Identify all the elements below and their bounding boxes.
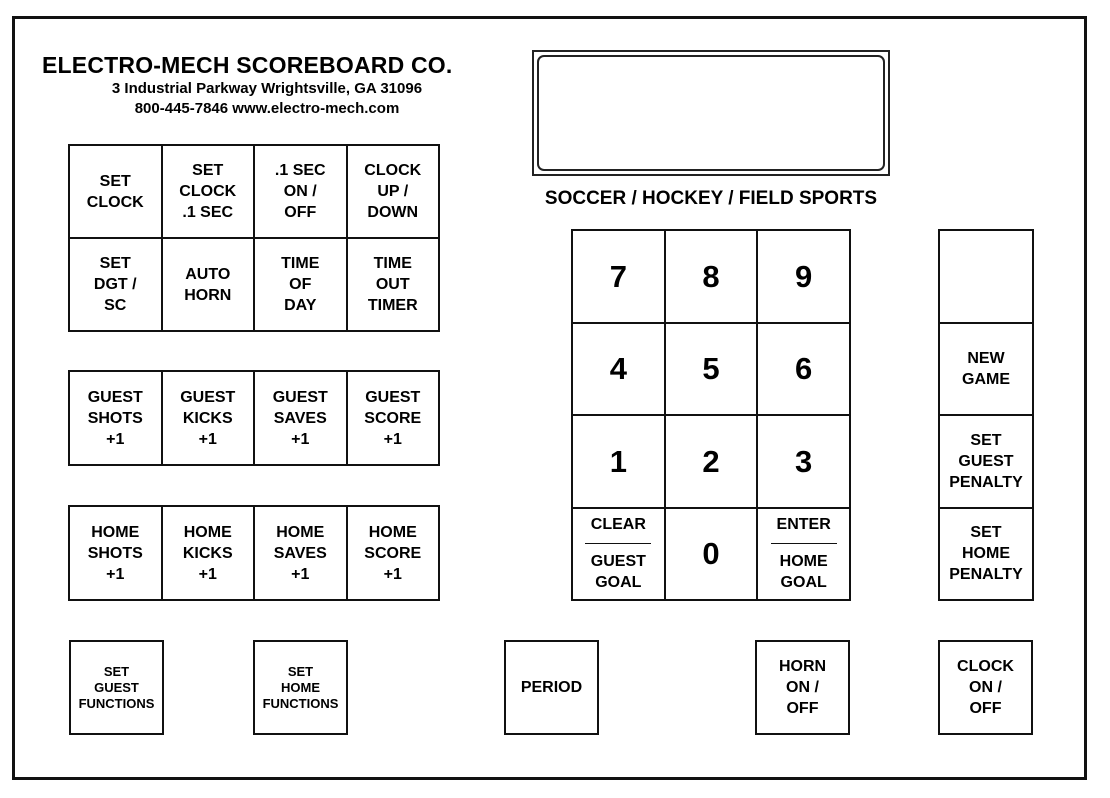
guest-keys-grid (68, 370, 440, 466)
guest-saves-button[interactable]: GUEST SAVES +1 (255, 372, 346, 464)
digit-0-button[interactable]: 0 (666, 509, 757, 600)
key-divider (585, 543, 651, 544)
digit-2-button[interactable]: 2 (666, 416, 757, 507)
clock-toggle-button[interactable]: CLOCK ON / OFF (938, 640, 1033, 735)
home-keys-grid (68, 505, 440, 601)
enter-home-goal-button[interactable] (758, 509, 849, 600)
digit-7-button[interactable]: 7 (573, 231, 664, 322)
company-name: ELECTRO-MECH SCOREBOARD CO. (42, 52, 453, 78)
guest-goal-label: GUEST GOAL (590, 553, 646, 591)
right-keys-column (938, 229, 1034, 601)
home-score-button[interactable]: HOME SCORE +1 (348, 507, 439, 599)
digit-8-button[interactable]: 8 (666, 231, 757, 322)
guest-kicks-button[interactable]: GUEST KICKS +1 (163, 372, 254, 464)
display-screen (537, 55, 885, 171)
home-goal-label: HOME GOAL (779, 553, 828, 591)
clear-label: CLEAR (590, 515, 646, 533)
digit-5-button[interactable]: 5 (666, 324, 757, 415)
company-contact: 800-445-7846 www.electro-mech.com (134, 100, 400, 117)
clock-up-down-button[interactable]: CLOCK UP / DOWN (348, 146, 439, 237)
time-of-day-button[interactable]: TIME OF DAY (255, 239, 346, 330)
enter-label: ENTER (776, 515, 831, 533)
set-guest-penalty-button[interactable]: SET GUEST PENALTY (940, 416, 1032, 507)
guest-shots-button[interactable]: GUEST SHOTS +1 (70, 372, 161, 464)
digit-4-button[interactable]: 4 (573, 324, 664, 415)
sport-label: SOCCER / HOCKEY / FIELD SPORTS (544, 188, 878, 209)
display-window (532, 50, 890, 176)
tenth-sec-toggle-button[interactable]: .1 SEC ON / OFF (255, 146, 346, 237)
set-clock-tenth-button[interactable]: SET CLOCK .1 SEC (163, 146, 254, 237)
numeric-keypad (571, 229, 851, 601)
set-guest-functions-button[interactable]: SET GUEST FUNCTIONS (69, 640, 164, 735)
clock-keys-grid (68, 144, 440, 332)
company-address: 3 Industrial Parkway Wrightsville, GA 31096 (111, 80, 423, 97)
digit-9-button[interactable]: 9 (758, 231, 849, 322)
period-button[interactable]: PERIOD (504, 640, 599, 735)
set-home-functions-button[interactable]: SET HOME FUNCTIONS (253, 640, 348, 735)
auto-horn-button[interactable]: AUTO HORN (163, 239, 254, 330)
time-out-timer-button[interactable]: TIME OUT TIMER (348, 239, 439, 330)
digit-6-button[interactable]: 6 (758, 324, 849, 415)
blank-button[interactable] (940, 231, 1032, 322)
digit-3-button[interactable]: 3 (758, 416, 849, 507)
clear-guest-goal-button[interactable] (573, 509, 664, 600)
new-game-button[interactable]: NEW GAME (940, 324, 1032, 415)
horn-toggle-button[interactable]: HORN ON / OFF (755, 640, 850, 735)
home-kicks-button[interactable]: HOME KICKS +1 (163, 507, 254, 599)
set-dgt-sc-button[interactable]: SET DGT / SC (70, 239, 161, 330)
guest-score-button[interactable]: GUEST SCORE +1 (348, 372, 439, 464)
set-home-penalty-button[interactable]: SET HOME PENALTY (940, 509, 1032, 600)
key-divider (771, 543, 837, 544)
set-clock-button[interactable]: SET CLOCK (70, 146, 161, 237)
digit-1-button[interactable]: 1 (573, 416, 664, 507)
home-shots-button[interactable]: HOME SHOTS +1 (70, 507, 161, 599)
home-saves-button[interactable]: HOME SAVES +1 (255, 507, 346, 599)
